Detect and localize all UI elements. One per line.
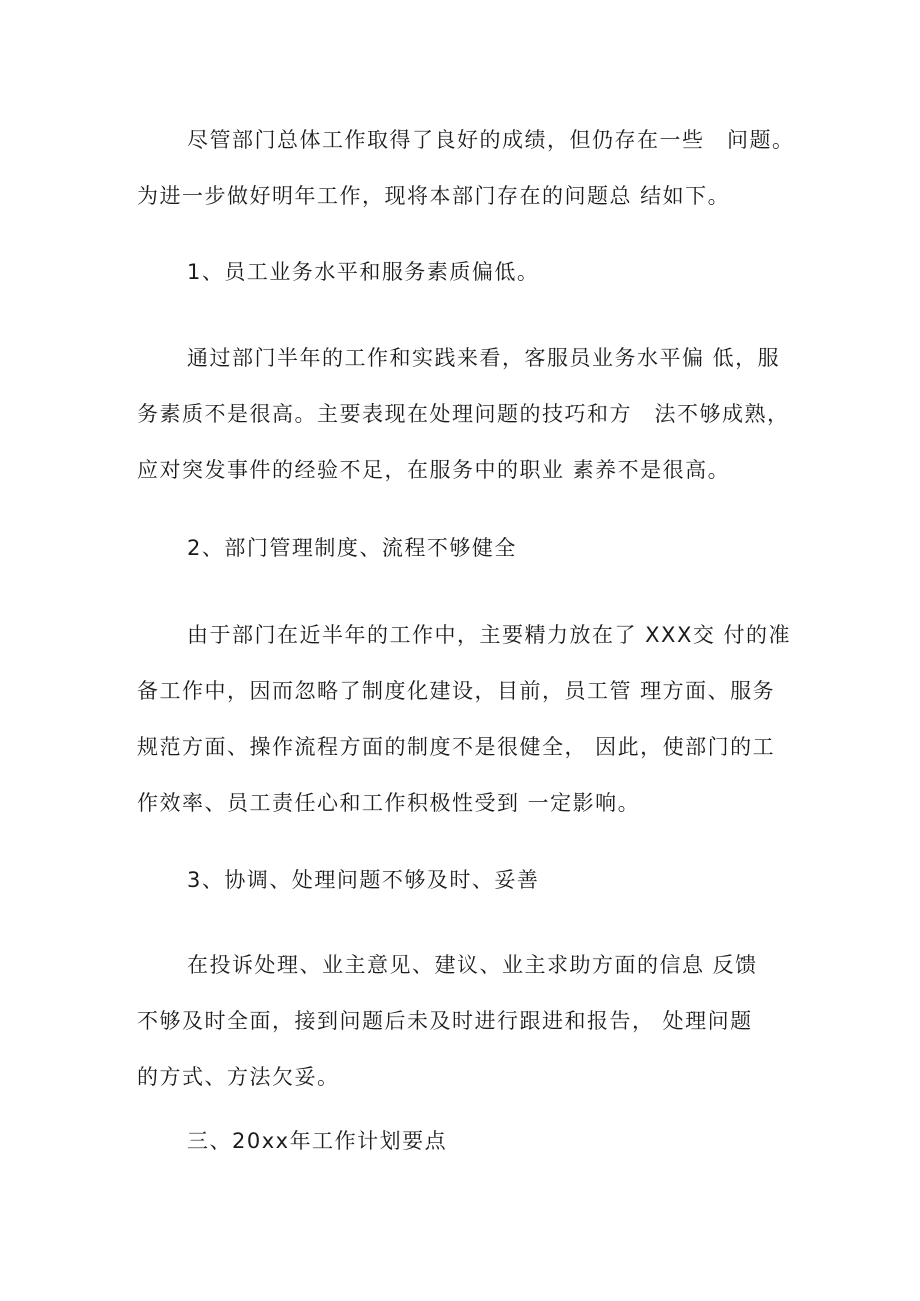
section-heading: 2、部门管理制度、流程不够健全: [187, 536, 517, 560]
paragraph-line: 在投诉处理、业主意见、建议、业主求助方面的信息 反馈: [187, 953, 758, 977]
paragraph-line: 由于部门在近半年的工作中，主要精力放在了 XXX交 付的准: [187, 623, 792, 647]
section-heading: 1、员工业务水平和服务素质偏低。: [187, 260, 540, 284]
paragraph-line: 务素质不是很高。主要表现在处理问题的技巧和方 法不够成熟，: [137, 402, 790, 426]
paragraph-line: 为进一步做好明年工作，现将本部门存在的问题总 结如下。: [137, 184, 731, 208]
paragraph-line: 尽管部门总体工作取得了良好的成绩，但仍存在一些 问题。: [187, 128, 795, 152]
section-heading: 三、20xx年工作计划要点: [187, 1129, 448, 1153]
paragraph-line: 不够及时全面，接到问题后未及时进行跟进和报告， 处理问题: [137, 1009, 753, 1033]
paragraph-line: 应对突发事件的经验不足，在服务中的职业 素养不是很高。: [137, 458, 731, 482]
paragraph-line: 通过部门半年的工作和实践来看，客服员业务水平偏 低，服: [187, 346, 781, 370]
paragraph-line: 作效率、员工责任心和工作积极性受到 一定影响。: [137, 791, 641, 815]
paragraph-line: 备工作中，因而忽略了制度化建设，目前，员工管 理方面、服务: [137, 679, 776, 703]
section-heading: 3、协调、处理问题不够及时、妥善: [187, 868, 540, 892]
paragraph-line: 规范方面、操作流程方面的制度不是很健全， 因此，使部门的工: [137, 735, 776, 759]
paragraph-line: 的方式、方法欠妥。: [137, 1065, 340, 1089]
